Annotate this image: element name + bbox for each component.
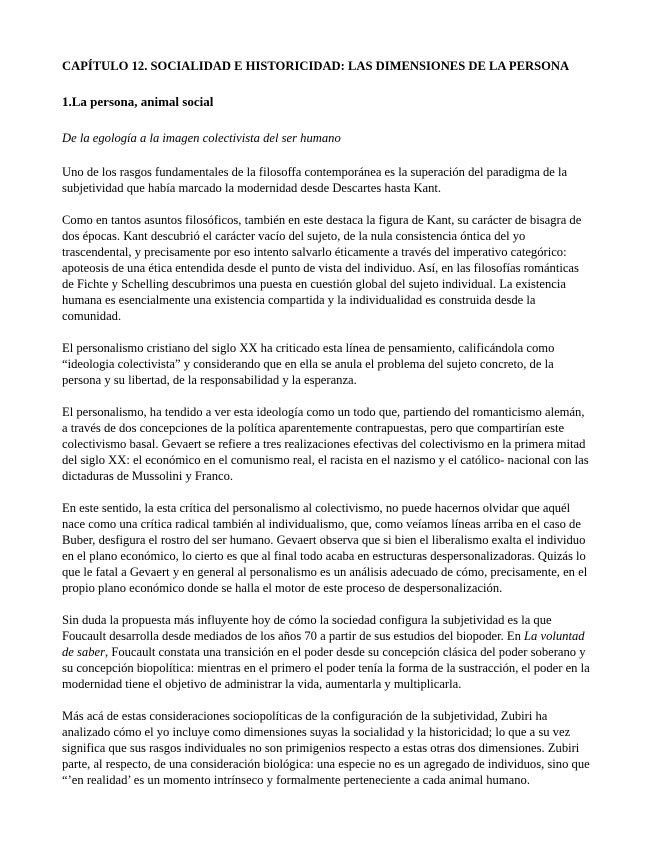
- paragraph-1: Uno de los rasgos fundamentales de la filosoffa contemporánea es la superación del paradigma de la subjetividad que había marcado la modernidad desde Descartes hasta Kant.: [62, 165, 568, 195]
- book-title-italic: La voluntad de saber: [62, 629, 585, 659]
- paragraph-6-text-after: , Foucault constata una transición en el poder desde su concepción clásica del poder soberano y su concepción biopolítica: mientras en el primero el poder tenía la forma de la sustracción, el poder en la modernidad tiene el objetivo de administrar la vida, aumentarla y multiplicarla.: [62, 645, 590, 691]
- paragraph-5: En este sentido, la esta crítica del personalismo al colectivismo, no puede hacernos olvidar que aquél nace como una crítica radical también al individualismo, que, como veíamos líneas arriba en el caso de Buber, desfigura el rostro del ser humano. Gevaert observa que si bien el liberalismo exalta el individuo en el plano económico, lo cierto es que al final todo acaba en estructuras despersonalizadoras. Quizás lo que le fatal a Gevaert y en general al personalismo es un análisis adecuado de cómo, precisamente, en el propio plano económico donde se halla el motor de este proceso de despersonalización.: [62, 501, 588, 595]
- document-page: [62, 58, 592, 804]
- paragraph-6-text-before: Sin duda la propuesta más influyente hoy de cómo la sociedad configura la subjetividad es la que Foucault desarrolla desde mediados de los años 70 a partir de sus estudios del biopoder. En: [62, 613, 552, 643]
- paragraph-2: Como en tantos asuntos filosóficos, también en este destaca la figura de Kant, su carácter de bisagra de dos épocas. Kant descubrió el carácter vacío del sujeto, de la nula consistencia óntica del yo trascendental, y precisamente por eso intento salvarlo éticamente a través del imperativo categórico: apoteosis de una ética entendida desde el punto de vista del individuo. Así, en las filosofías románticas de Fichte y Schelling descubrimos una puesta en cuestión global del sujeto individual. La existencia humana es esencialmente una existencia compartida y la individualidad es construida desde la comunidad.: [62, 213, 582, 323]
- paragraph-7: Más acá de estas consideraciones sociopolíticas de la configuración de la subjetividad, Zubiri ha analizado cómo el yo incluye como dimensiones suyas la socialidad y la historicidad; lo que a su vez significa que sus rasgos individuales no son primigenios respecto a estas otras dos dimensiones. Zubiri parte, al respecto, de una consideración biológica: una especie no es un agregado de individuos, sino que “’en realidad’ es un momento intrínseco y formalmente perteneciente a cada animal humano.: [62, 709, 590, 787]
- paragraph-3: El personalismo cristiano del siglo XX ha criticado esta línea de pensamiento, calificándola como “ideologia colectivista” y considerando que en ella se anula el problema del sujeto concreto, de la persona y su libertad, de la responsabilidad y la esperanza.: [62, 341, 555, 387]
- section-subtitle: De la egología a la imagen colectivista del ser humano: [62, 131, 341, 145]
- paragraph-6: [62, 612, 592, 692]
- paragraph-4: El personalismo, ha tendido a ver esta ideología como un todo que, partiendo del romanticismo alemán, a través de dos concepciones de la política aparentemente contrapuestas, pero que compartirían este colectivismo basal. Gevaert se refiere a tres realizaciones efectivas del colectivismo en la primera mitad del siglo XX: el económico en el comunismo real, el racista en el nazismo y el católico- nacional con las dictaduras de Mussolini y Franco.: [62, 405, 589, 483]
- chapter-title: CAPÍTULO 12. SOCIALIDAD E HISTORICIDAD: LAS DIMENSIONES DE LA PERSONA: [62, 59, 570, 73]
- section-title: 1.La persona, animal social: [62, 94, 214, 109]
